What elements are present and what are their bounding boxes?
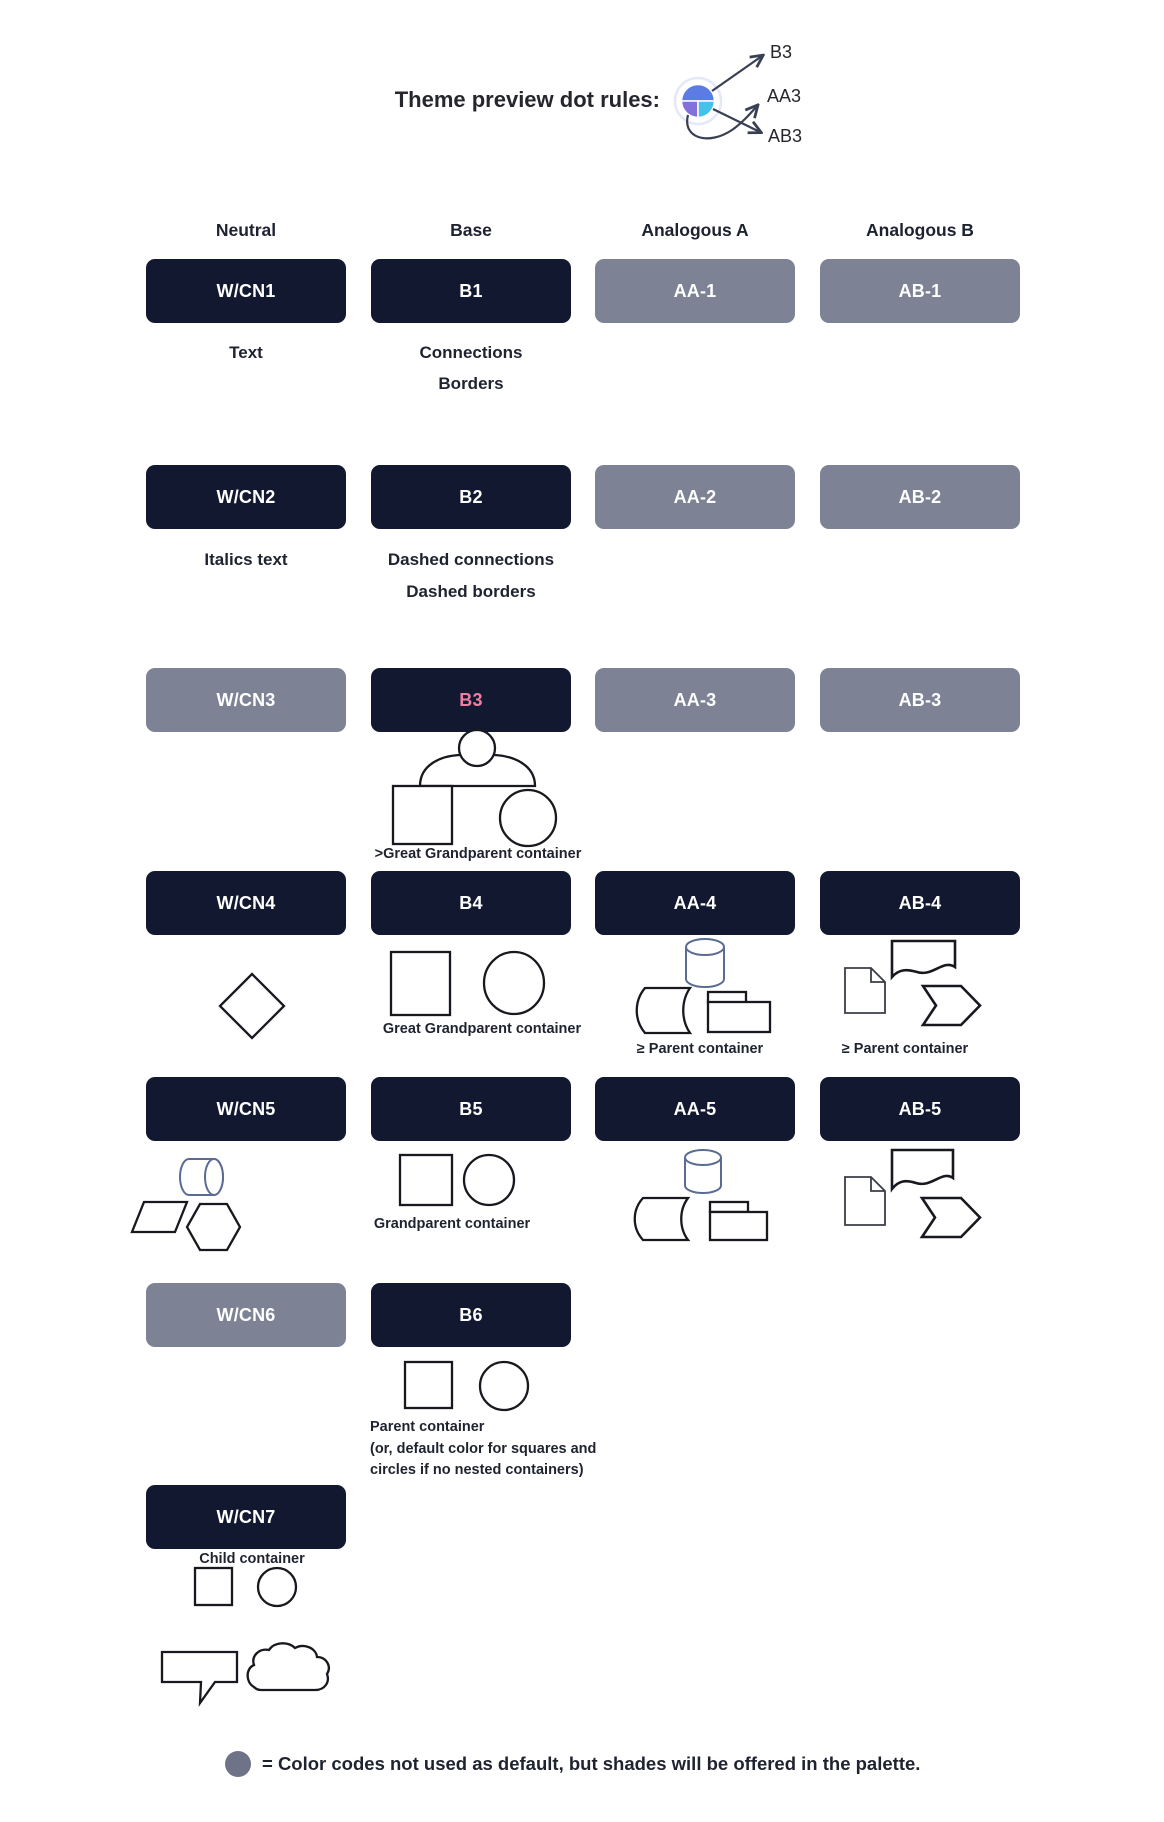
ab5-shape-cluster (835, 1143, 990, 1243)
note-italics-text: Italics text (204, 550, 288, 569)
note-dashed-connections: Dashed connections (387, 550, 555, 569)
stored-data-shape (637, 988, 690, 1033)
legend-text: = Color codes not used as default, but shades will be offered in the palette. (262, 1753, 921, 1774)
column-header-analogous-b: Analogous B (866, 220, 974, 240)
b5-shape-cluster (395, 1148, 520, 1213)
arrow-to-b3 (712, 56, 762, 91)
document-shape (845, 1177, 885, 1225)
wave-document-shape (892, 941, 955, 977)
cylinder-shape (685, 1150, 721, 1193)
aa5-shape-cluster (625, 1143, 780, 1243)
swatch-aa5: AA-5 (595, 1077, 795, 1141)
swatch-ab1: AB-1 (820, 259, 1020, 323)
note-great-grandparent: Great Grandparent container (382, 1021, 582, 1037)
swatch-b4: B4 (371, 871, 571, 935)
circle-shape (484, 952, 544, 1014)
folder-shape (710, 1212, 767, 1240)
parallelogram-shape (132, 1202, 187, 1232)
person-head-shape (459, 730, 495, 766)
swatch-b1: B1 (371, 259, 571, 323)
swatch-aa4: AA-4 (595, 871, 795, 935)
dot-rule-label-b3: B3 (770, 42, 793, 62)
swatch-b3: B3 (371, 668, 571, 732)
swatch-aa2: AA-2 (595, 465, 795, 529)
circle-shape (480, 1362, 528, 1410)
note-connections: Connections (419, 343, 523, 362)
swatch-wcn5: W/CN5 (146, 1077, 346, 1141)
aa4-shape-cluster (625, 933, 780, 1035)
square-shape (400, 1155, 452, 1205)
wcn5-shape-cluster (120, 1148, 255, 1256)
note-child-container: Child container (199, 1551, 305, 1567)
swatch-aa3: AA-3 (595, 668, 795, 732)
swatch-ab3: AB-3 (820, 668, 1020, 732)
dot-rule-label-aa3: AA3 (767, 86, 802, 106)
note-great-grandparent-gt: >Great Grandparent container (374, 846, 582, 862)
dot-segment-analogous-b (698, 101, 715, 118)
note-parent-line1: Parent container (370, 1419, 485, 1435)
wcn7-shape-cluster-2 (155, 1638, 340, 1710)
document-shape (845, 968, 885, 1013)
note-text: Text (229, 343, 263, 362)
arrow-to-ab3 (713, 109, 760, 132)
square-shape (393, 786, 452, 844)
wcn7-shape-cluster (190, 1562, 305, 1612)
square-shape (195, 1568, 232, 1605)
swatch-wcn2: W/CN2 (146, 465, 346, 529)
dot-rule-label-ab3: AB3 (768, 126, 803, 146)
note-dashed-borders: Dashed borders (406, 582, 536, 601)
swatch-ab4: AB-4 (820, 871, 1020, 935)
note-grandparent: Grandparent container (373, 1216, 531, 1232)
column-header-analogous-a: Analogous A (641, 220, 749, 240)
diagram-title: Theme preview dot rules: (394, 87, 660, 112)
b3-shape-cluster (350, 722, 565, 852)
note-parent-line2: (or, default color for squares and (370, 1441, 597, 1457)
swatch-wcn6: W/CN6 (146, 1283, 346, 1347)
swatch-b2: B2 (371, 465, 571, 529)
cloud-shape (248, 1643, 329, 1690)
ab4-shape-cluster (835, 933, 990, 1033)
legend-dot (225, 1751, 251, 1777)
swatch-wcn3: W/CN3 (146, 668, 346, 732)
square-shape (391, 952, 450, 1015)
wcn4-shape-cluster (218, 972, 286, 1040)
swatch-ab2: AB-2 (820, 465, 1020, 529)
chevron-shape (922, 1198, 980, 1237)
folder-shape (708, 1002, 770, 1032)
note-ge-parent-ab: ≥ Parent container (841, 1041, 969, 1057)
horizontal-cylinder-rim (205, 1159, 223, 1195)
note-parent-line3: circles if no nested containers) (370, 1462, 584, 1478)
wave-document-shape (892, 1150, 953, 1189)
swatch-b6: B6 (371, 1283, 571, 1347)
square-shape (405, 1362, 452, 1408)
folder-tab-shape (710, 1202, 748, 1212)
speech-bubble-shape (162, 1652, 237, 1703)
swatch-b5: B5 (371, 1077, 571, 1141)
b4-shape-cluster (385, 945, 555, 1023)
circle-shape (258, 1568, 296, 1606)
diamond-shape (220, 974, 284, 1038)
cylinder-shape (686, 939, 724, 987)
swatch-ab5: AB-5 (820, 1077, 1020, 1141)
dot-segment-analogous-a (682, 101, 699, 118)
chevron-shape (923, 986, 980, 1025)
theme-preview-dot-figure (650, 22, 850, 157)
swatch-wcn4: W/CN4 (146, 871, 346, 935)
circle-shape (500, 790, 556, 846)
column-header-base: Base (450, 220, 492, 240)
column-header-neutral: Neutral (215, 220, 277, 240)
stored-data-shape (635, 1198, 688, 1240)
circle-shape (464, 1155, 514, 1205)
hexagon-shape (187, 1204, 240, 1250)
swatch-wcn1: W/CN1 (146, 259, 346, 323)
dot-segment-base (682, 85, 715, 102)
swatch-aa1: AA-1 (595, 259, 795, 323)
note-ge-parent-aa: ≥ Parent container (636, 1041, 764, 1057)
note-borders: Borders (438, 374, 504, 393)
b6-shape-cluster (400, 1355, 535, 1413)
swatch-wcn7: W/CN7 (146, 1485, 346, 1549)
